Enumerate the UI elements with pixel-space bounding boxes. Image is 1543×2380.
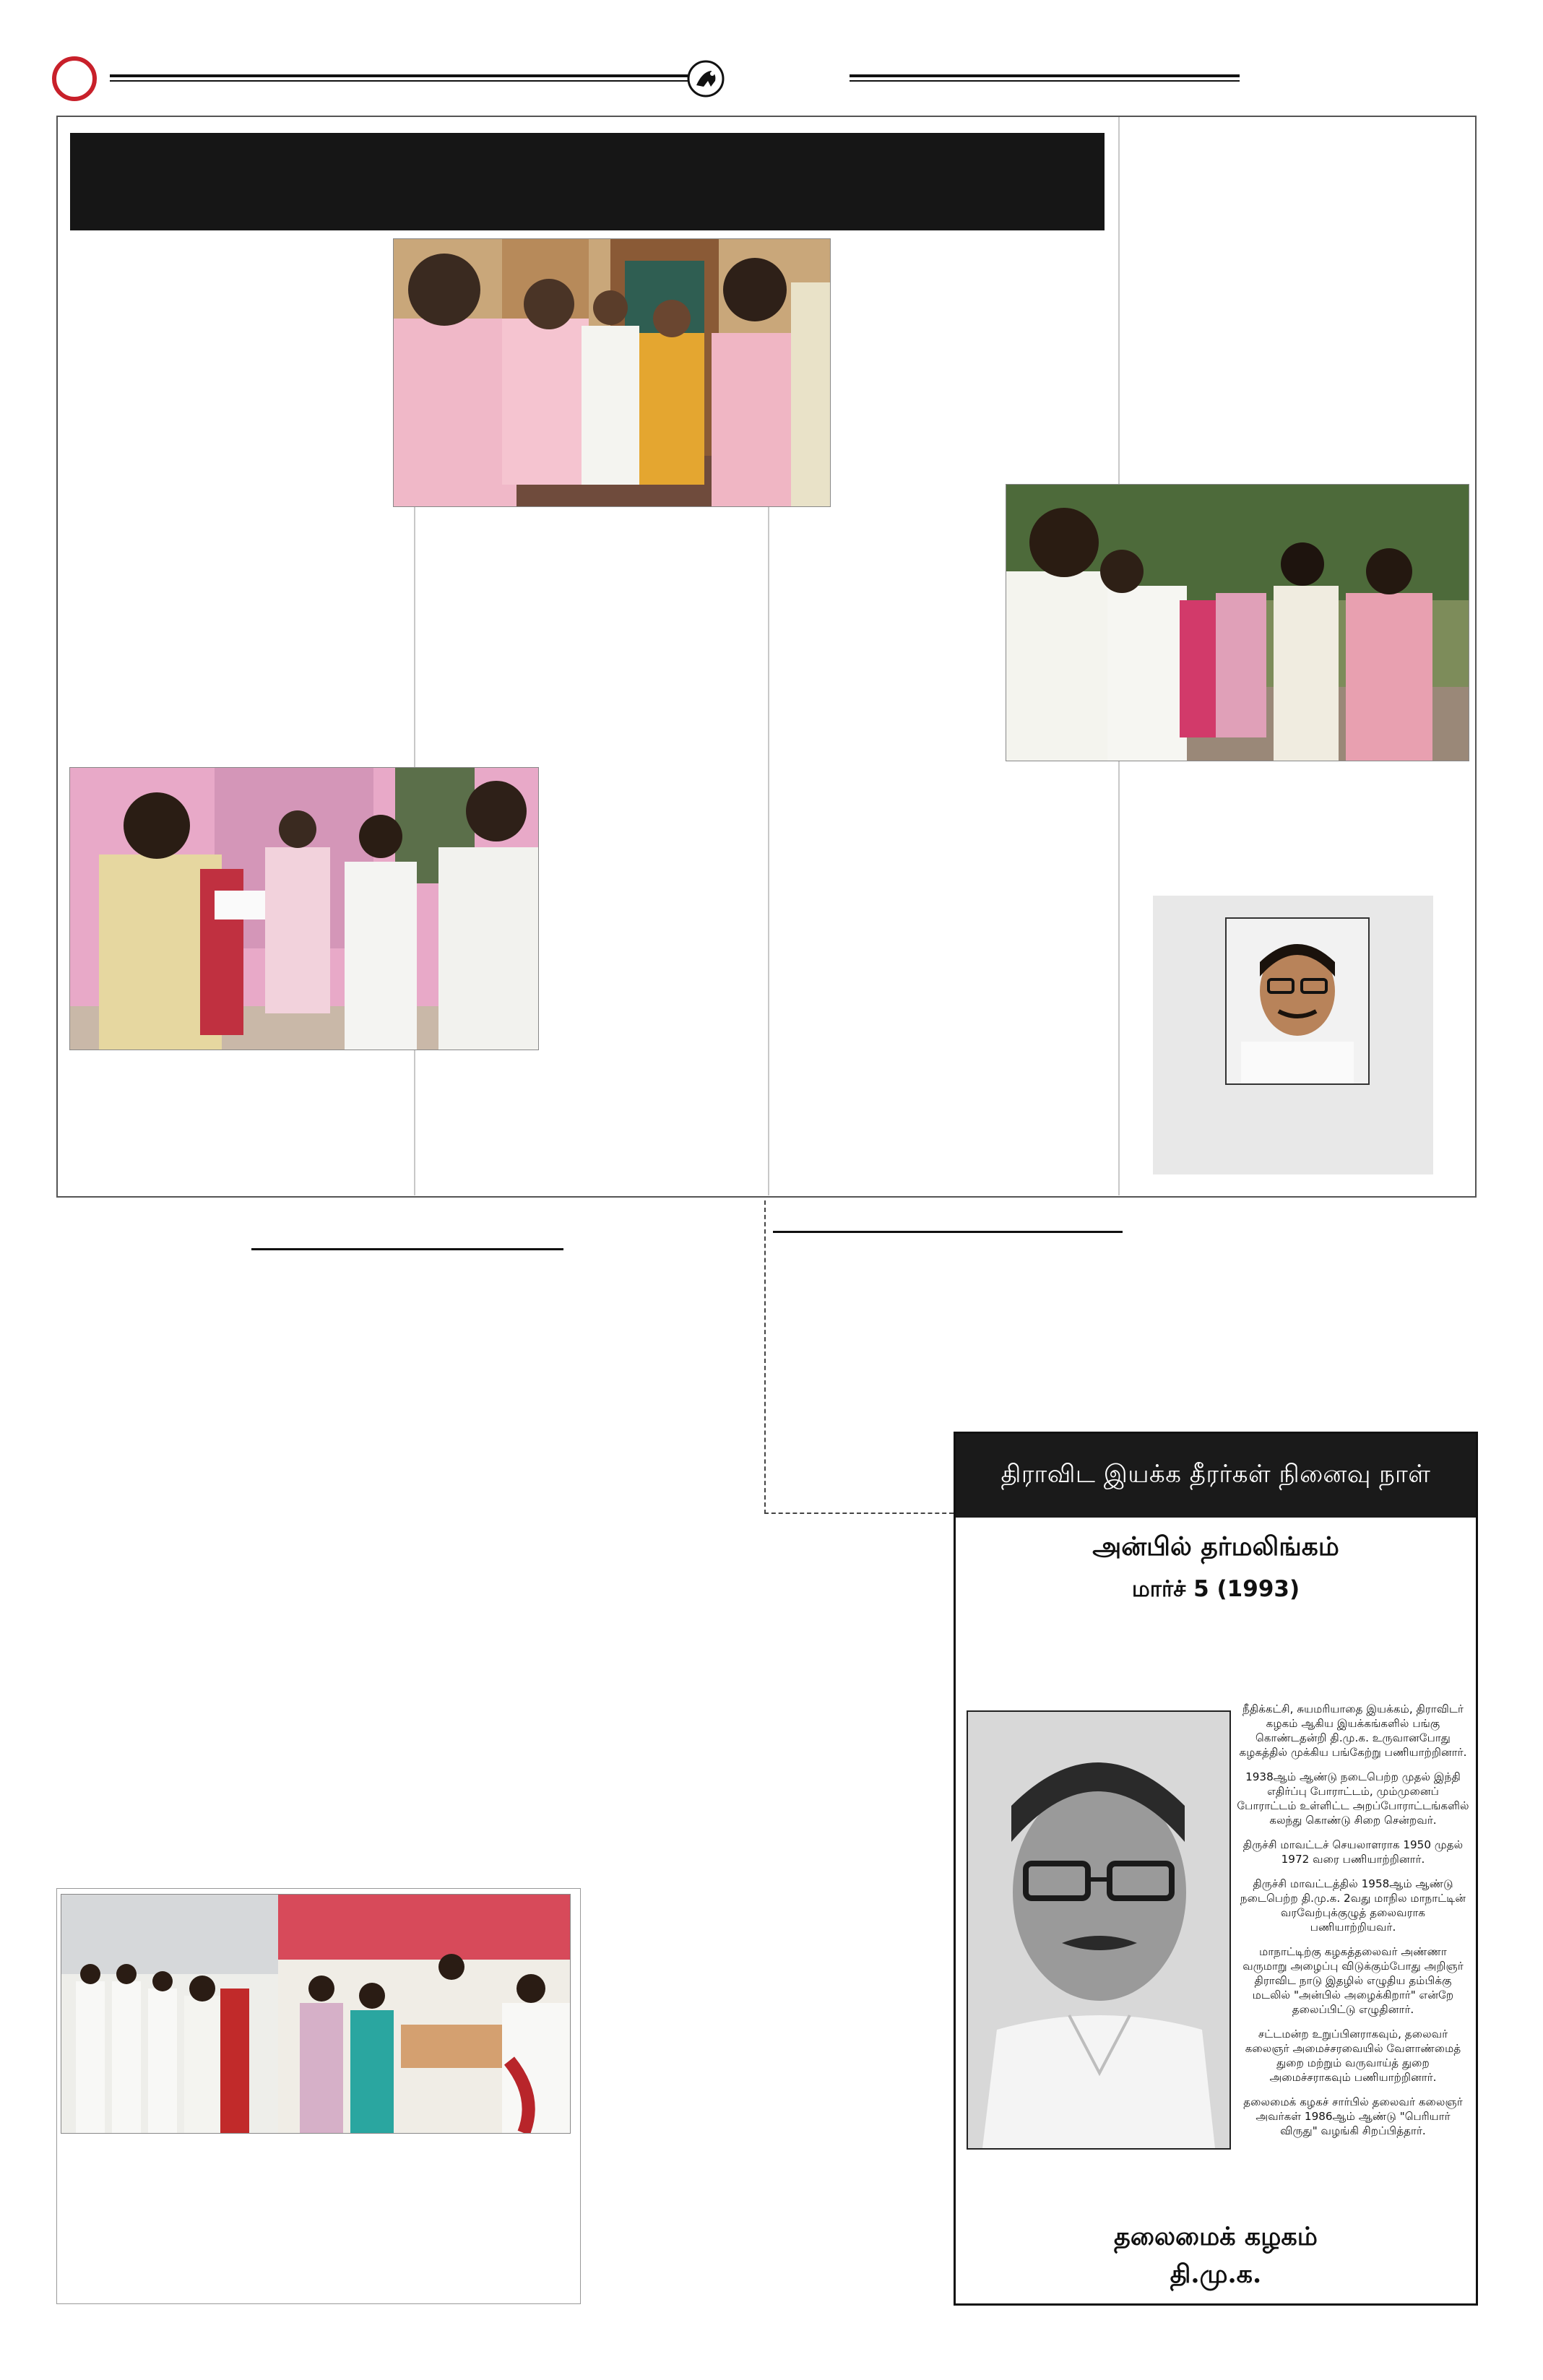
header-rule-left [110, 74, 688, 77]
portrait-photo [1225, 917, 1370, 1085]
memorial-bio [1237, 1702, 1469, 2138]
photo-campaign-doorstep [393, 238, 831, 507]
memorial-name: அன்பில் தர்மலிங்கம் [1092, 1531, 1339, 1562]
rising-sun-party-emblem-icon [686, 59, 725, 98]
bio-paragraph: திருச்சி மாவட்டத்தில் 1958ஆம் ஆண்டு நடைபெற்ற தி.மு.க. 2வது மாநில மாநாட்டின் வரவேற்புக்குழுத் தலைவராக பணியாற்றியவர். [1240, 1877, 1466, 1934]
memorial-portrait [967, 1710, 1231, 2150]
page-number-circle-icon [52, 56, 97, 101]
column-divider-3b [1118, 760, 1120, 1195]
column-divider-2 [768, 506, 769, 1195]
memorial-date: மார்ச் 5 (1993) [1131, 1576, 1300, 1602]
subhead-rule-right [773, 1231, 1123, 1233]
header-rule-right-thin [850, 80, 1240, 82]
bio-paragraph: 1938ஆம் ஆண்டு நடைபெற்ற முதல் இந்தி எதிர்ப்பு போராட்டம், மும்முனைப் போராட்டம் உள்ளிட்ட அறப்போராட்டங்களில் கலந்து கொண்டு சிறை சென்றவர். [1237, 1770, 1469, 1827]
photo-voter-list-visit [69, 767, 539, 1050]
memorial-footer-line1: தலைமைக் கழகம் [1114, 2222, 1318, 2251]
bio-paragraph: சட்டமன்ற உறுப்பினராகவும், தலைவர் கலைஞர் அமைச்சரவையில் வேளாண்மைத் துறை மற்றும் வருவாய்த் துறை அமைச்சராகவும் பணியாற்றினார். [1245, 2028, 1461, 2084]
bio-paragraph: திருச்சி மாவட்டச் செயலாளராக 1950 முதல் 1972 வரை பணியாற்றினார். [1242, 1838, 1464, 1866]
photo-door-to-door-campaign [1006, 484, 1469, 761]
memorial-header-bar [956, 1434, 1476, 1518]
photo-cake-celebration [61, 1894, 571, 2134]
memorial-footer-line2: தி.மு.க. [1170, 2259, 1262, 2289]
dashed-connector-horizontal [764, 1513, 954, 1514]
header-rule-right [850, 74, 1240, 77]
dashed-connector-vertical [764, 1200, 766, 1514]
headline-band [70, 133, 1105, 230]
memorial-header-title: திராவிட இயக்க தீரர்கள் நினைவு நாள் [1000, 1460, 1431, 1489]
bio-paragraph: நீதிக்கட்சி, சுயமரியாதை இயக்கம், திராவிடர் கழகம் ஆகிய இயக்கங்களில் பங்கு கொண்டதன்றி தி.மு.க. உருவானபோது கழகத்தில் முக்கிய பங்கேற்று பணியாற்றினார். [1239, 1702, 1467, 1759]
bio-paragraph: மாநாட்டிற்கு கழகத்தலைவர் அண்ணா வருமாறு அழைப்பு விடுக்கும்போது அறிஞர் திராவிட நாடு இதழில் எழுதிய தம்பிக்கு மடலில் "அன்பில் அழைக்கிறார்" என்றே தலைப்பிட்டு எழுதினார். [1242, 1945, 1464, 2016]
header-rule-left-thin [110, 80, 688, 82]
column-divider-3 [1118, 117, 1120, 485]
bio-paragraph: தலைமைக் கழகச் சார்பில் தலைவர் கலைஞர் அவர்கள் 1986ஆம் ஆண்டு "பெரியார் விருது" வழங்கி சிறப்பித்தார். [1243, 2095, 1463, 2137]
subhead-rule-left [251, 1248, 563, 1250]
